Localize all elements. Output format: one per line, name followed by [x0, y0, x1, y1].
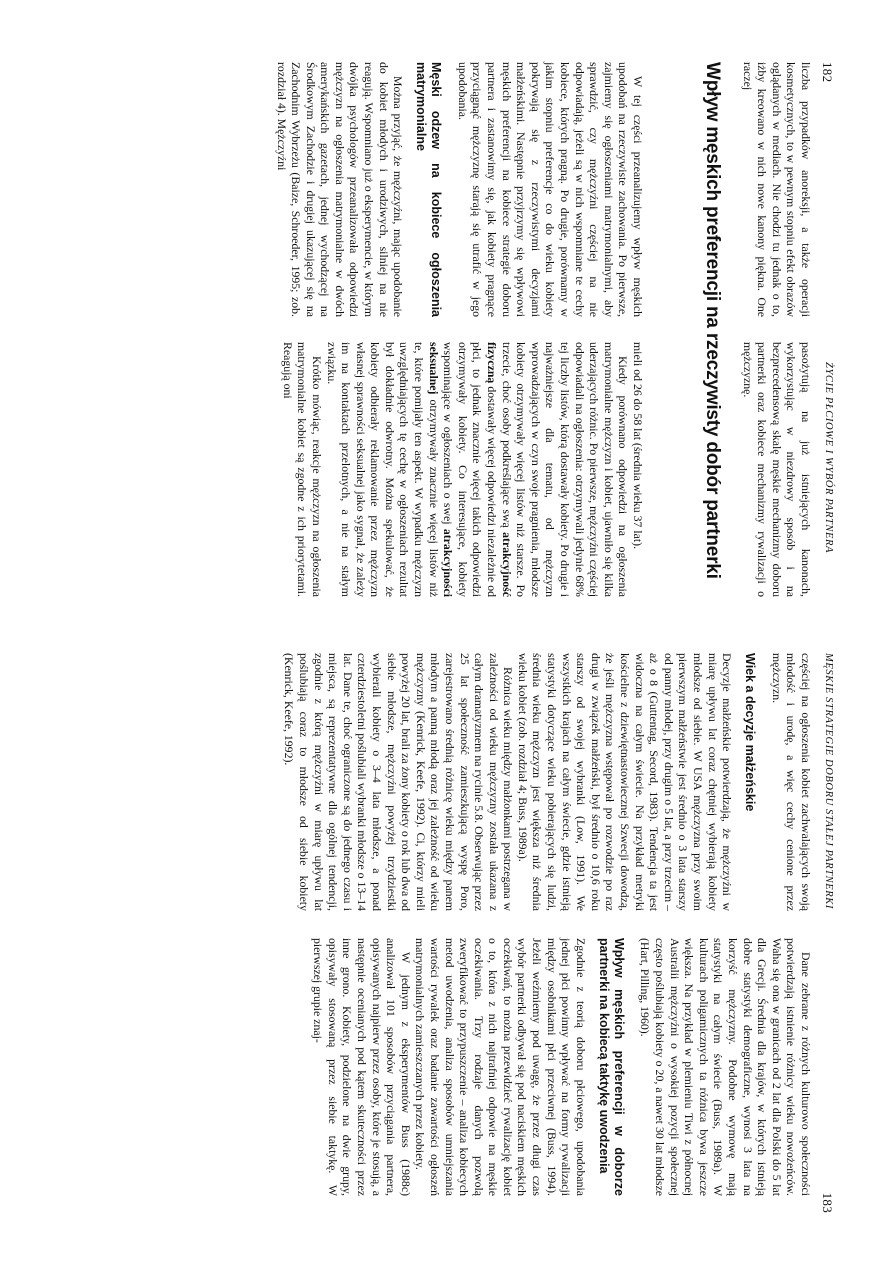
- left-running-title: ŻYCIE PŁCIOWE I WYBÓR PARTNERA: [823, 362, 834, 554]
- bold-term: atrakcyjności seksualnej: [426, 342, 456, 598]
- paragraph-text: otrzymywały znacznie więcej listów niż te, które pomijały ten aspekt. W wypadku mężczyzn uwzględniających tę cechę w ogłoszeniach rezultat był dokładnie odwrotny. Można spekulować, że kobiety odbierały reklamowanie przez mężczyzn własnej sprawności seksualnej jako sygnał, że zależy im na kontaktach przelotnych, a nie na stałym związku.: [324, 342, 441, 597]
- paragraph: Krótko mówiąc, reakcje mężczyzn na ogłoszenia matrymonialne kobiet są zgodne z ich priorytetami. Reagują oni: [280, 342, 324, 597]
- left-col2: [280, 342, 645, 597]
- paragraph: W tej części przeanalizujemy wpływ męskich upodobań na rzeczywiste zachowania. Po pierwsze, zajmiemy się ogłoszeniami matrymonialnymi, aby sprawdzić, czy mężczyźni częściej na nie odpowiadają, jeżeli są w nich wspomniane te cechy kobiece, których pragną. Po drugie, porównamy w jakim stopniu preferencje co do wieku kobiety pokrywają się z rzeczywistymi decyzjami małżeńskimi. Następnie przyjrzymy się wpływowi męskich preferencji na kobiece strategie doboru partnera i zastanowimy się, jak kobiety pragnące przyciągnąć mężczyznę starają się utrafić w jego upodobania.: [455, 62, 645, 317]
- section-heading: Wpływ męskich preferencji w doborze partnerki na kobiecą taktykę uwodzenia: [596, 938, 626, 1196]
- chapter-heading-block: [679, 62, 753, 597]
- right-col2: [311, 938, 813, 1196]
- paragraph: W jednym z eksperymentów Buss (1988c) analizował 101 sposobów przyciągania partnera, opisywanych najpierw przez osoby, które je stosują, a następnie ocenianych pod kątem skuteczności przez inne grono. Kobiety, podzielone na dwie grupy, opisywały stosowaną przez siebie taktykę. W pierwszej grupie znaj-: [311, 938, 413, 1196]
- section-heading: Męski odzew na kobiece ogłoszenia matrymonialne: [414, 62, 444, 317]
- bold-term: atrakcyjność fizyczną: [485, 342, 514, 597]
- left-page-number: 182: [820, 62, 835, 83]
- right-page: [0, 633, 893, 1263]
- left-running-head: [819, 62, 835, 622]
- paragraph: pasożytują na już istniejących kanonach, wykorzystując w niezdrowy sposób i na bezprecedensową skalę męskie mechanizmy doboru partnerki oraz kobiece mechanizmy rywalizacji o mężczyznę.: [740, 342, 813, 597]
- left-page: [0, 0, 893, 630]
- paragraph: mieli od 26 do 58 lat (średnia wieku 37 lat).: [631, 342, 645, 550]
- left-col1: [274, 62, 645, 317]
- paragraph: Można przyjąć, że mężczyźni, mając upodobanie do kobiet młodych i urodziwych, silniej na nie reagują. Wspomniano już o eksperymencie, w którym dwójka psychologów przeanalizowała odpowiedzi mężczyzn na ogłoszenia matrymonialne w dwóch amerykańskich gazetach, jednej wychodzącej na Środkowym Zachodzie i drugiej ukazującej się na Zachodnim Wybrzeżu (Baize, Schroeder, 1995; zob. rozdział 4). Mężczyźni: [274, 62, 406, 317]
- paragraph: częściej na ogłoszenia kobiet zachwalających swoją młodość i urodę, a więc cechy cenione przez mężczyzn.: [769, 653, 813, 911]
- paragraph: Zgodnie z teorią doboru płciowego, upodobania jednej płci powinny wpływać na formy rywalizacji między osobnikami płci przeciwnej (Buss, 1994). Jeżeli weźmiemy pod uwagę, że przez długi czas wybór partnerki odbywał się pod naciskiem męskich oczekiwań, to można przewidzieć rywalizację kobiet o to, która z nich najtrafniej odpowie na męskie oczekiwania. Trzy rodzaje danych pozwolą zweryfikować to przypuszczenie – analiza kobiecych metod uwodzenia, analiza sposobów umniejszania wartości rywalek oraz badanie zawartości ogłoszeń matrymonialnych zamieszczanych przez kobiety.: [413, 938, 588, 1196]
- paragraph: Różnica wieku między małżonkami postrzegana w zależności od wieku mężczyzny została ukazana z całym dramatyzmem na rycinie 5.8. Obserwując przez 25 lat społeczność zamieszkującą wyspę Poro, zarejestrowano średnią różnicę wieku między panem młodym a panną młodą oraz jej zależność od wieku mężczyzny (Kenrick, Keefe, 1992). Ci, którzy mieli powyżej 20 lat, brali za żony kobiety o rok lub dwa od siebie młodsze, mężczyźni powyżej trzydziestki wybierali kobiety o 3–4 lata młodsze, a ponad czterdziestoletni poślubiali wybranki młodsze o 13–14 lat. Dane te, choć ograniczone są do jednego czasu i miejsca, są reprezentatywne dla ogólnej tendencji, zgodnie z którą mężczyźni w miarę upływu lat poślubiają coraz to młodsze od siebie kobiety (Kenrick, Keefe, 1992).: [282, 653, 516, 911]
- paragraph: liczba przypadków anoreksji, a także operacji kosmetycznych, to w pewnym stopniu efekt obrazów oglądanych w mediach. Nie chodzi tu jednak o to, iżby kreowano w nich nowe kanony piękna. One raczej: [740, 62, 813, 317]
- right-col1: [282, 653, 813, 911]
- paragraph-text: dostawały więcej odpowiedzi niezależnie od płci, to jednak znacznie więcej takich odpowiedzi otrzymywały kobiety. Co interesujące, kobiety wspominające w ogłoszeniach o swej: [441, 342, 500, 597]
- paragraph: Dane zebrane z różnych kulturowo społeczności potwierdzają istnienie różnicy wieku nowożeńców. Waha się ona w granicach od 2 lat dla Polski do 5 lat dla Grecji. Średnia dla krajów, w których istnieją dobre statystyki demograficzne, wynosi 3 lata na korzyść mężczyzny. Podobne wymowę mają statystyki na całym świecie (Buss, 1989a). W kulturach poligamicznych ta różnica bywa jeszcze większa. Na przykład w plemieniu Tiwi z północnej Australii mężczyźni o wysokiej pozycji społecznej często poślubiają kobiety o 20, a nawet 30 lat młodsze (Hart, Pilling, 1960).: [638, 938, 813, 1196]
- chapter-title: Wpływ męskich preferencji na rzeczywisty dobór partnerki: [702, 62, 723, 579]
- paragraph: Decyzje małżeńskie potwierdzają, że mężczyźni w miarę upływu lat coraz chętniej wybierają kobiety młodsze od siebie. W USA mężczyzna przy swoim pierwszym małżeństwie jest średnio o 3 lata starszy od panny młodej, przy drugim o 5 lat, a przy trzecim – aż o 8 (Guttentag, Secord, 1983). Tendencja ta jest widoczna na całym świecie. Na przykład metryki kościelne z dziewiętnastowiecznej Szwecji dowodzą, że jeśli mężczyzna wstępował po rozwodzie po raz drugi w związek małżeński, był średnio o 10,6 roku starszy od swojej wybranki (Low, 1991). We wszystkich krajach na całym świecie, gdzie istnieją statystyki dotyczące wieku pobierających się ludzi, średnia wieku mężczyzn jest większa niż średnia wieku kobiet (zob. rozdział 4; Buss, 1989a).: [515, 653, 735, 911]
- right-page-number: 183: [820, 1192, 835, 1213]
- paragraph-text: Kiedy porównano odpowiedzi na ogłoszenia matrymonialne mężczyzn i kobiet, ujawniło się kilka uderzających różnic. Po pierwsze, mężczyźni częściej odpowiadali na ogłoszenia: otrzymywali jedynie 68% tej liczby listów, którą dostawały kobiety. Po drugie i najważniejsze dla tematu, od mężczyzn wprowadzających w czyn swoje pragnienia, młodsze kobiety otrzymywały więcej listów niż starsze. Po trzecie, choć osoby podkreślające swą: [499, 342, 631, 597]
- section-heading: Wiek a decyzje małżeńskie: [743, 653, 758, 812]
- right-running-title: MĘSKIE STRATEGIE DOBORU STAŁEJ PARTNERKI: [823, 653, 834, 909]
